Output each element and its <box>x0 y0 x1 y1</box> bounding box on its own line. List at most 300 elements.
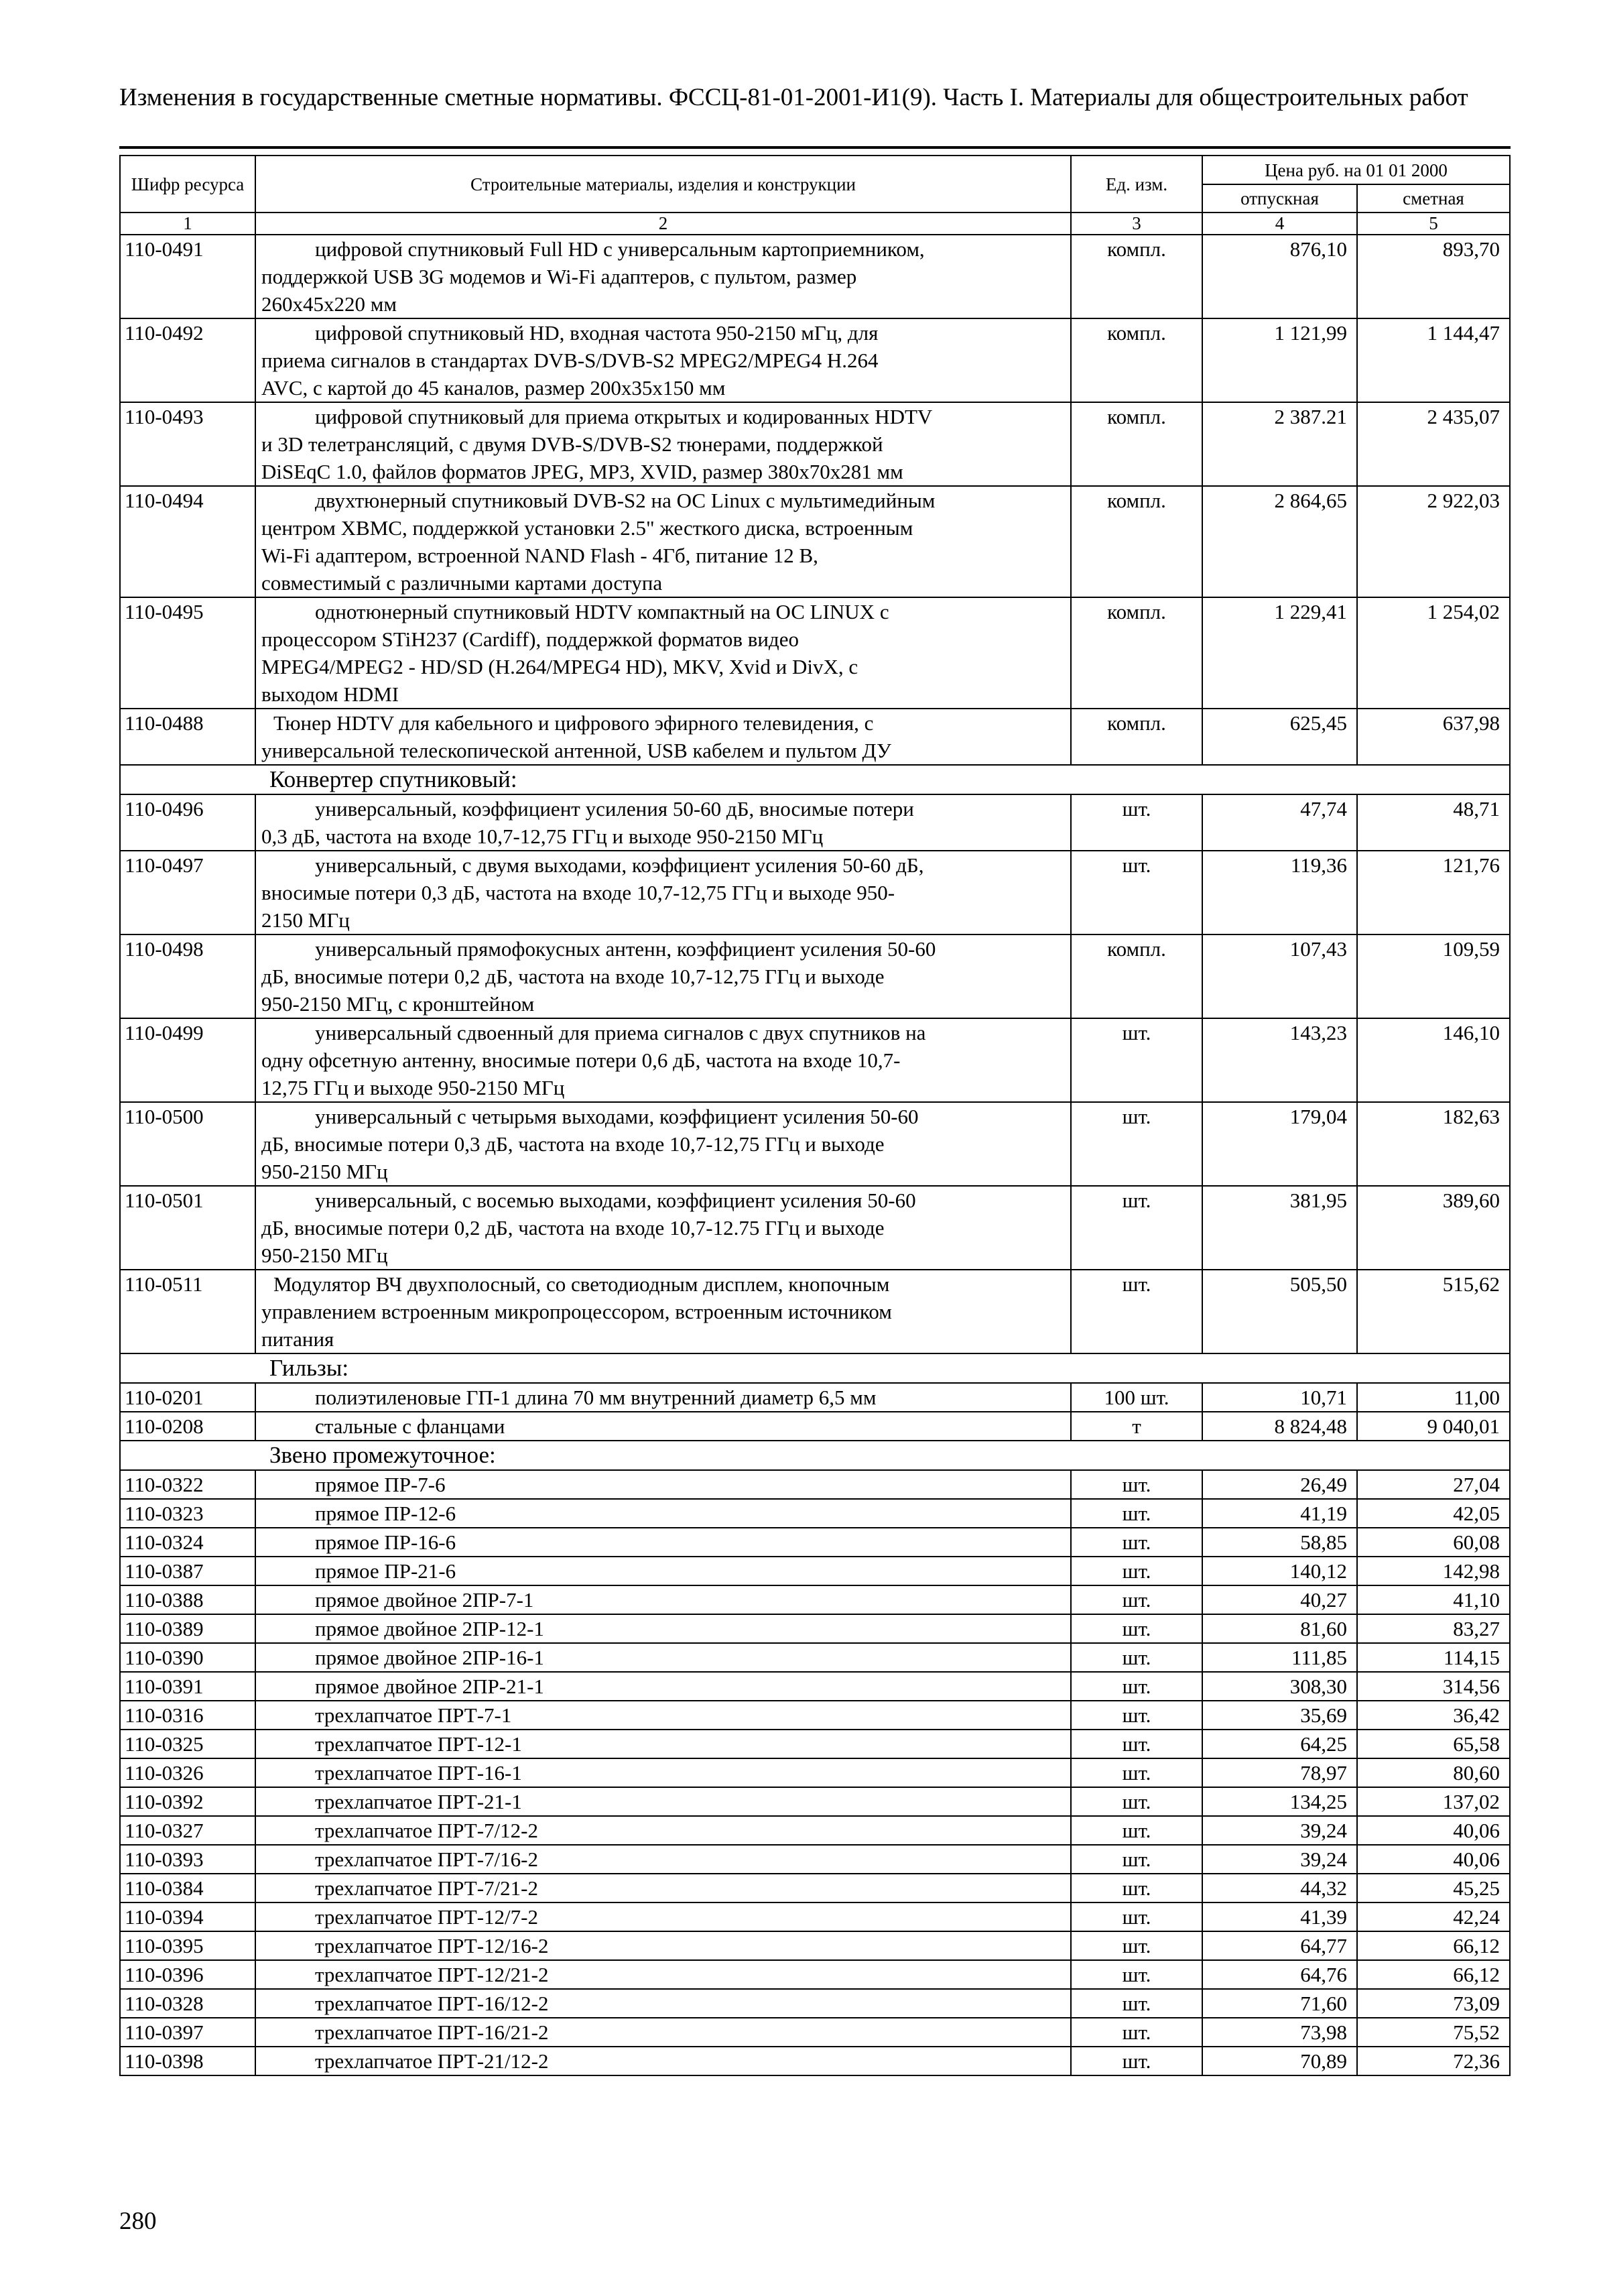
table-row <box>120 1528 1510 1557</box>
description-line: трехлапчатое ПРТ-7/12-2 <box>315 1819 538 1842</box>
material-description <box>255 1730 1071 1758</box>
table-row <box>120 1643 1510 1672</box>
material-description <box>255 597 1071 709</box>
description-line: универсальной телескопической антенной, USB кабелем и пультом ДУ <box>261 739 891 762</box>
description-line: дБ, вносимые потери 0,2 дБ, частота на входе 10,7-12,75 ГГц и выходе <box>261 965 885 988</box>
description-line: дБ, вносимые потери 0,2 дБ, частота на входе 10,7-12.75 ГГц и выходе <box>261 1216 885 1240</box>
description-line: 0,3 дБ, частота на входе 10,7-12,75 ГГц и выходе 950-2150 МГц <box>261 825 824 848</box>
release-price: 1 121,99 <box>1202 318 1357 402</box>
description-line: однотюнерный спутниковый HDTV компактный на ОС LINUX с <box>315 600 889 623</box>
release-price: 143,23 <box>1202 1018 1357 1102</box>
unit-of-measure: шт. <box>1071 1845 1202 1874</box>
table-row <box>120 597 1510 709</box>
unit-of-measure: шт. <box>1071 2018 1202 2047</box>
description-line: прямое ПР-7-6 <box>315 1473 446 1496</box>
estimate-price: 1 144,47 <box>1357 318 1510 402</box>
estimate-price: 40,06 <box>1357 1845 1510 1874</box>
unit-of-measure: компл. <box>1071 486 1202 597</box>
estimate-price: 2 922,03 <box>1357 486 1510 597</box>
resource-code: 110-0511 <box>120 1270 255 1353</box>
description-line: трехлапчатое ПРТ-16-1 <box>315 1761 522 1785</box>
unit-of-measure: шт. <box>1071 1874 1202 1902</box>
resource-code: 110-0391 <box>120 1672 255 1701</box>
material-description <box>255 2047 1071 2075</box>
resource-code: 110-0393 <box>120 1845 255 1874</box>
resource-code: 110-0494 <box>120 486 255 597</box>
unit-of-measure: шт. <box>1071 1701 1202 1730</box>
title-divider <box>119 146 1511 149</box>
description-line: совместимый с различными картами доступа <box>261 571 663 595</box>
description-line: 260x45x220 мм <box>261 292 397 316</box>
table-row <box>120 402 1510 486</box>
description-line: выходом HDMI <box>261 682 399 706</box>
material-description <box>255 235 1071 318</box>
estimate-price: 137,02 <box>1357 1787 1510 1816</box>
unit-of-measure: компл. <box>1071 235 1202 318</box>
release-price: 81,60 <box>1202 1614 1357 1643</box>
description-line: трехлапчатое ПРТ-16/12-2 <box>315 1992 549 2015</box>
unit-of-measure: шт. <box>1071 1989 1202 2018</box>
description-line: 950-2150 МГц <box>261 1244 388 1267</box>
resource-code: 110-0496 <box>120 794 255 851</box>
materials-price-table <box>119 155 1511 2076</box>
table-row <box>120 1701 1510 1730</box>
table-row <box>120 1758 1510 1787</box>
description-line: трехлапчатое ПРТ-12/21-2 <box>315 1963 549 1986</box>
table-row <box>120 1931 1510 1960</box>
estimate-price: 182,63 <box>1357 1102 1510 1186</box>
resource-code: 110-0387 <box>120 1557 255 1585</box>
description-line: цифровой спутниковый Full HD с универсальным картоприемником, <box>315 237 925 261</box>
table-row <box>120 2047 1510 2075</box>
description-line: трехлапчатое ПРТ-7/21-2 <box>315 1876 538 1900</box>
material-description <box>255 1989 1071 2018</box>
release-price: 64,76 <box>1202 1960 1357 1989</box>
release-price: 107,43 <box>1202 934 1357 1018</box>
unit-of-measure: шт. <box>1071 2047 1202 2075</box>
table-row <box>120 318 1510 402</box>
description-line: прямое ПР-21-6 <box>315 1559 456 1583</box>
release-price: 64,77 <box>1202 1931 1357 1960</box>
section-row <box>120 1441 1510 1470</box>
estimate-price: 109,59 <box>1357 934 1510 1018</box>
estimate-price: 389,60 <box>1357 1186 1510 1270</box>
release-price: 71,60 <box>1202 1989 1357 2018</box>
unit-of-measure: шт. <box>1071 1470 1202 1499</box>
estimate-price: 114,15 <box>1357 1643 1510 1672</box>
description-line: трехлапчатое ПРТ-12/16-2 <box>315 1934 549 1957</box>
unit-of-measure: компл. <box>1071 934 1202 1018</box>
table-row <box>120 1902 1510 1931</box>
estimate-price: 515,62 <box>1357 1270 1510 1353</box>
material-description <box>255 486 1071 597</box>
description-line: MPEG4/MPEG2 - HD/SD (H.264/MPEG4 HD), MKV, Xvid и DivX, с <box>261 655 858 678</box>
resource-code: 110-0492 <box>120 318 255 402</box>
estimate-price: 83,27 <box>1357 1614 1510 1643</box>
material-description <box>255 794 1071 851</box>
description-line: прямое двойное 2ПР-21-1 <box>315 1675 544 1698</box>
unit-of-measure: шт. <box>1071 1672 1202 1701</box>
release-price: 73,98 <box>1202 2018 1357 2047</box>
release-price: 2 864,65 <box>1202 486 1357 597</box>
description-line: вносимые потери 0,3 дБ, частота на входе 10,7-12,75 ГГц и выходе 950- <box>261 881 895 904</box>
estimate-price: 80,60 <box>1357 1758 1510 1787</box>
unit-of-measure: шт. <box>1071 1528 1202 1557</box>
release-price: 111,85 <box>1202 1643 1357 1672</box>
description-line: универсальный сдвоенный для приема сигналов с двух спутников на <box>315 1021 926 1044</box>
estimate-price: 75,52 <box>1357 2018 1510 2047</box>
material-description <box>255 709 1071 765</box>
description-line: полиэтиленовые ГП-1 длина 70 мм внутренний диаметр 6,5 мм <box>315 1386 877 1409</box>
release-price: 876,10 <box>1202 235 1357 318</box>
table-row <box>120 1672 1510 1701</box>
release-price: 58,85 <box>1202 1528 1357 1557</box>
column-number: 4 <box>1202 213 1357 235</box>
unit-of-measure: шт. <box>1071 1902 1202 1931</box>
estimate-price: 65,58 <box>1357 1730 1510 1758</box>
description-line: трехлапчатое ПРТ-7-1 <box>315 1703 512 1727</box>
description-line: поддержкой USB 3G модемов и Wi-Fi адаптеров, с пультом, размер <box>261 265 857 288</box>
section-row <box>120 1353 1510 1383</box>
table-row <box>120 1874 1510 1902</box>
table-body <box>120 235 1510 2075</box>
material-description <box>255 1528 1071 1557</box>
unit-of-measure: шт. <box>1071 1186 1202 1270</box>
resource-code: 110-0500 <box>120 1102 255 1186</box>
material-description <box>255 851 1071 934</box>
resource-code: 110-0498 <box>120 934 255 1018</box>
resource-code: 110-0390 <box>120 1643 255 1672</box>
resource-code: 110-0491 <box>120 235 255 318</box>
page-number: 280 <box>119 2208 157 2235</box>
material-description <box>255 1643 1071 1672</box>
header-name: Строительные материалы, изделия и конструкции <box>255 156 1071 213</box>
estimate-price: 60,08 <box>1357 1528 1510 1557</box>
release-price: 2 387.21 <box>1202 402 1357 486</box>
material-description <box>255 1960 1071 1989</box>
header-estimate-price: сметная <box>1357 184 1510 213</box>
resource-code: 110-0323 <box>120 1499 255 1528</box>
resource-code: 110-0394 <box>120 1902 255 1931</box>
unit-of-measure: шт. <box>1071 1102 1202 1186</box>
table-row <box>120 1585 1510 1614</box>
material-description <box>255 1758 1071 1787</box>
description-line: DiSEqC 1.0, файлов форматов JPEG, MP3, XVID, размер 380x70x281 мм <box>261 460 903 483</box>
section-row <box>120 765 1510 794</box>
description-line: Тюнер HDTV для кабельного и цифрового эфирного телевидения, с <box>273 711 874 735</box>
description-line: прямое ПР-16-6 <box>315 1530 456 1554</box>
section-title: Гильзы: <box>120 1353 1510 1383</box>
estimate-price: 72,36 <box>1357 2047 1510 2075</box>
material-description <box>255 2018 1071 2047</box>
description-line: цифровой спутниковый для приема открытых и кодированных HDTV <box>315 405 933 428</box>
table-row <box>120 1499 1510 1528</box>
resource-code: 110-0326 <box>120 1758 255 1787</box>
resource-code: 110-0392 <box>120 1787 255 1816</box>
material-description <box>255 1787 1071 1816</box>
description-line: трехлапчатое ПРТ-21/12-2 <box>315 2049 549 2073</box>
resource-code: 110-0324 <box>120 1528 255 1557</box>
description-line: прямое двойное 2ПР-16-1 <box>315 1646 544 1669</box>
description-line: и 3D телетрансляций, с двумя DVB-S/DVB-S2 тюнерами, поддержкой <box>261 432 883 456</box>
estimate-price: 11,00 <box>1357 1383 1510 1412</box>
estimate-price: 893,70 <box>1357 235 1510 318</box>
release-price: 39,24 <box>1202 1845 1357 1874</box>
description-line: приема сигналов в стандартах DVB-S/DVB-S2 MPEG2/MPEG4 H.264 <box>261 349 879 372</box>
description-line: универсальный, с восемью выходами, коэффициент усиления 50-60 <box>315 1189 916 1212</box>
unit-of-measure: компл. <box>1071 318 1202 402</box>
table-row <box>120 1614 1510 1643</box>
resource-code: 110-0395 <box>120 1931 255 1960</box>
resource-code: 110-0396 <box>120 1960 255 1989</box>
description-line: Модулятор ВЧ двухполосный, со светодиодным дисплем, кнопочным <box>273 1272 890 1296</box>
description-line: универсальный прямофокусных антенн, коэффициент усиления 50-60 <box>315 937 936 961</box>
table-row <box>120 851 1510 934</box>
estimate-price: 40,06 <box>1357 1816 1510 1845</box>
material-description <box>255 1874 1071 1902</box>
unit-of-measure: шт. <box>1071 1018 1202 1102</box>
table-row <box>120 1102 1510 1186</box>
resource-code: 110-0389 <box>120 1614 255 1643</box>
description-line: прямое ПР-12-6 <box>315 1502 456 1525</box>
estimate-price: 146,10 <box>1357 1018 1510 1102</box>
material-description <box>255 1845 1071 1874</box>
table-row <box>120 709 1510 765</box>
material-description <box>255 1018 1071 1102</box>
release-price: 26,49 <box>1202 1470 1357 1499</box>
unit-of-measure: шт. <box>1071 1557 1202 1585</box>
release-price: 47,74 <box>1202 794 1357 851</box>
description-line: трехлапчатое ПРТ-16/21-2 <box>315 2020 549 2044</box>
resource-code: 110-0388 <box>120 1585 255 1614</box>
resource-code: 110-0322 <box>120 1470 255 1499</box>
table-row <box>120 1816 1510 1845</box>
document-title: Изменения в государственные сметные нормативы. ФССЦ-81-01-2001-И1(9). Часть I. Материалы для общестроительных работ <box>119 84 1468 111</box>
unit-of-measure: шт. <box>1071 851 1202 934</box>
material-description <box>255 1557 1071 1585</box>
material-description <box>255 1931 1071 1960</box>
estimate-price: 2 435,07 <box>1357 402 1510 486</box>
description-line: AVC, с картой до 45 каналов, размер 200x35x150 мм <box>261 376 726 400</box>
release-price: 40,27 <box>1202 1585 1357 1614</box>
description-line: процессором STiH237 (Cardiff), поддержкой форматов видео <box>261 627 799 651</box>
unit-of-measure: шт. <box>1071 1787 1202 1816</box>
unit-of-measure: шт. <box>1071 1643 1202 1672</box>
release-price: 10,71 <box>1202 1383 1357 1412</box>
release-price: 35,69 <box>1202 1701 1357 1730</box>
table-row <box>120 794 1510 851</box>
estimate-price: 66,12 <box>1357 1960 1510 1989</box>
unit-of-measure: шт. <box>1071 1270 1202 1353</box>
release-price: 41,39 <box>1202 1902 1357 1931</box>
unit-of-measure: шт. <box>1071 1499 1202 1528</box>
description-line: центром XBMC, поддержкой установки 2.5" жесткого диска, встроенным <box>261 516 913 540</box>
table-row <box>120 1787 1510 1816</box>
estimate-price: 45,25 <box>1357 1874 1510 1902</box>
resource-code: 110-0397 <box>120 2018 255 2047</box>
description-line: стальные с фланцами <box>315 1414 505 1438</box>
release-price: 625,45 <box>1202 709 1357 765</box>
description-line: питания <box>261 1327 334 1351</box>
table-row <box>120 1186 1510 1270</box>
description-line: трехлапчатое ПРТ-12-1 <box>315 1732 522 1756</box>
unit-of-measure: шт. <box>1071 794 1202 851</box>
estimate-price: 41,10 <box>1357 1585 1510 1614</box>
table-row <box>120 1412 1510 1441</box>
release-price: 505,50 <box>1202 1270 1357 1353</box>
unit-of-measure: шт. <box>1071 1730 1202 1758</box>
resource-code: 110-0495 <box>120 597 255 709</box>
release-price: 134,25 <box>1202 1787 1357 1816</box>
release-price: 1 229,41 <box>1202 597 1357 709</box>
estimate-price: 9 040,01 <box>1357 1412 1510 1441</box>
release-price: 70,89 <box>1202 2047 1357 2075</box>
section-title: Конвертер спутниковый: <box>120 765 1510 794</box>
table-row <box>120 1989 1510 2018</box>
estimate-price: 314,56 <box>1357 1672 1510 1701</box>
table-row <box>120 235 1510 318</box>
table-row <box>120 1960 1510 1989</box>
estimate-price: 66,12 <box>1357 1931 1510 1960</box>
column-number-row <box>120 213 1510 235</box>
resource-code: 110-0488 <box>120 709 255 765</box>
table-row <box>120 2018 1510 2047</box>
material-description <box>255 1499 1071 1528</box>
material-description <box>255 1383 1071 1412</box>
resource-code: 110-0398 <box>120 2047 255 2075</box>
description-line: прямое двойное 2ПР-7-1 <box>315 1588 534 1612</box>
table-row <box>120 1845 1510 1874</box>
material-description <box>255 402 1071 486</box>
description-line: 950-2150 МГц, с кронштейном <box>261 992 535 1016</box>
description-line: 2150 МГц <box>261 908 350 932</box>
resource-code: 110-0384 <box>120 1874 255 1902</box>
material-description <box>255 1412 1071 1441</box>
resource-code: 110-0493 <box>120 402 255 486</box>
section-title: Звено промежуточное: <box>120 1441 1510 1470</box>
unit-of-measure: компл. <box>1071 597 1202 709</box>
material-description <box>255 1902 1071 1931</box>
estimate-price: 121,76 <box>1357 851 1510 934</box>
resource-code: 110-0201 <box>120 1383 255 1412</box>
unit-of-measure: шт. <box>1071 1758 1202 1787</box>
table-row <box>120 1018 1510 1102</box>
resource-code: 110-0499 <box>120 1018 255 1102</box>
estimate-price: 637,98 <box>1357 709 1510 765</box>
column-number: 3 <box>1071 213 1202 235</box>
table-row <box>120 1730 1510 1758</box>
unit-of-measure: компл. <box>1071 402 1202 486</box>
description-line: универсальный с четырьмя выходами, коэффициент усиления 50-60 <box>315 1105 919 1128</box>
release-price: 8 824,48 <box>1202 1412 1357 1441</box>
material-description <box>255 1186 1071 1270</box>
release-price: 140,12 <box>1202 1557 1357 1585</box>
material-description <box>255 1270 1071 1353</box>
description-line: трехлапчатое ПРТ-7/16-2 <box>315 1848 538 1871</box>
description-line: трехлапчатое ПРТ-12/7-2 <box>315 1905 538 1929</box>
material-description <box>255 1614 1071 1643</box>
header-price: Цена руб. на 01 01 2000 <box>1202 156 1510 184</box>
table-row <box>120 1383 1510 1412</box>
estimate-price: 27,04 <box>1357 1470 1510 1499</box>
table-row <box>120 1470 1510 1499</box>
resource-code: 110-0328 <box>120 1989 255 2018</box>
header-unit: Ед. изм. <box>1071 156 1202 213</box>
estimate-price: 73,09 <box>1357 1989 1510 2018</box>
release-price: 308,30 <box>1202 1672 1357 1701</box>
unit-of-measure: компл. <box>1071 709 1202 765</box>
release-price: 64,25 <box>1202 1730 1357 1758</box>
release-price: 78,97 <box>1202 1758 1357 1787</box>
description-line: универсальный, с двумя выходами, коэффициент усиления 50-60 дБ, <box>315 853 924 877</box>
resource-code: 110-0325 <box>120 1730 255 1758</box>
estimate-price: 42,05 <box>1357 1499 1510 1528</box>
column-number: 5 <box>1357 213 1510 235</box>
description-line: 12,75 ГГц и выходе 950-2150 МГц <box>261 1076 565 1099</box>
description-line: прямое двойное 2ПР-12-1 <box>315 1617 544 1640</box>
column-number: 2 <box>255 213 1071 235</box>
description-line: цифровой спутниковый HD, входная частота 950-2150 мГц, для <box>315 321 879 345</box>
description-line: одну офсетную антенну, вносимые потери 0,6 дБ, частота на входе 10,7- <box>261 1048 901 1072</box>
header-row <box>120 156 1510 184</box>
release-price: 39,24 <box>1202 1816 1357 1845</box>
table-row <box>120 486 1510 597</box>
release-price: 119,36 <box>1202 851 1357 934</box>
description-line: универсальный, коэффициент усиления 50-60 дБ, вносимые потери <box>315 797 914 821</box>
description-line: двухтюнерный спутниковый DVB-S2 на ОС Linux с мультимедийным <box>315 489 936 512</box>
unit-of-measure: шт. <box>1071 1585 1202 1614</box>
material-description <box>255 1701 1071 1730</box>
unit-of-measure: шт. <box>1071 1614 1202 1643</box>
material-description <box>255 1672 1071 1701</box>
unit-of-measure: шт. <box>1071 1816 1202 1845</box>
unit-of-measure: т <box>1071 1412 1202 1441</box>
estimate-price: 1 254,02 <box>1357 597 1510 709</box>
unit-of-measure: 100 шт. <box>1071 1383 1202 1412</box>
description-line: трехлапчатое ПРТ-21-1 <box>315 1790 522 1813</box>
resource-code: 110-0208 <box>120 1412 255 1441</box>
resource-code: 110-0501 <box>120 1186 255 1270</box>
resource-code: 110-0327 <box>120 1816 255 1845</box>
estimate-price: 48,71 <box>1357 794 1510 851</box>
material-description <box>255 934 1071 1018</box>
description-line: Wi-Fi адаптером, встроенной NAND Flash - 4Гб, питание 12 В, <box>261 544 818 567</box>
estimate-price: 42,24 <box>1357 1902 1510 1931</box>
header-release-price: отпускная <box>1202 184 1357 213</box>
table-row <box>120 1270 1510 1353</box>
estimate-price: 36,42 <box>1357 1701 1510 1730</box>
description-line: 950-2150 МГц <box>261 1160 388 1183</box>
estimate-price: 142,98 <box>1357 1557 1510 1585</box>
release-price: 44,32 <box>1202 1874 1357 1902</box>
unit-of-measure: шт. <box>1071 1931 1202 1960</box>
description-line: управлением встроенным микропроцессором, встроенным источником <box>261 1300 892 1323</box>
table-row <box>120 934 1510 1018</box>
material-description <box>255 1470 1071 1499</box>
unit-of-measure: шт. <box>1071 1960 1202 1989</box>
release-price: 381,95 <box>1202 1186 1357 1270</box>
description-line: дБ, вносимые потери 0,3 дБ, частота на входе 10,7-12,75 ГГц и выходе <box>261 1132 885 1156</box>
table-row <box>120 1557 1510 1585</box>
header-code: Шифр ресурса <box>120 156 255 213</box>
material-description <box>255 318 1071 402</box>
material-description <box>255 1585 1071 1614</box>
release-price: 41,19 <box>1202 1499 1357 1528</box>
resource-code: 110-0316 <box>120 1701 255 1730</box>
material-description <box>255 1102 1071 1186</box>
material-description <box>255 1816 1071 1845</box>
resource-code: 110-0497 <box>120 851 255 934</box>
